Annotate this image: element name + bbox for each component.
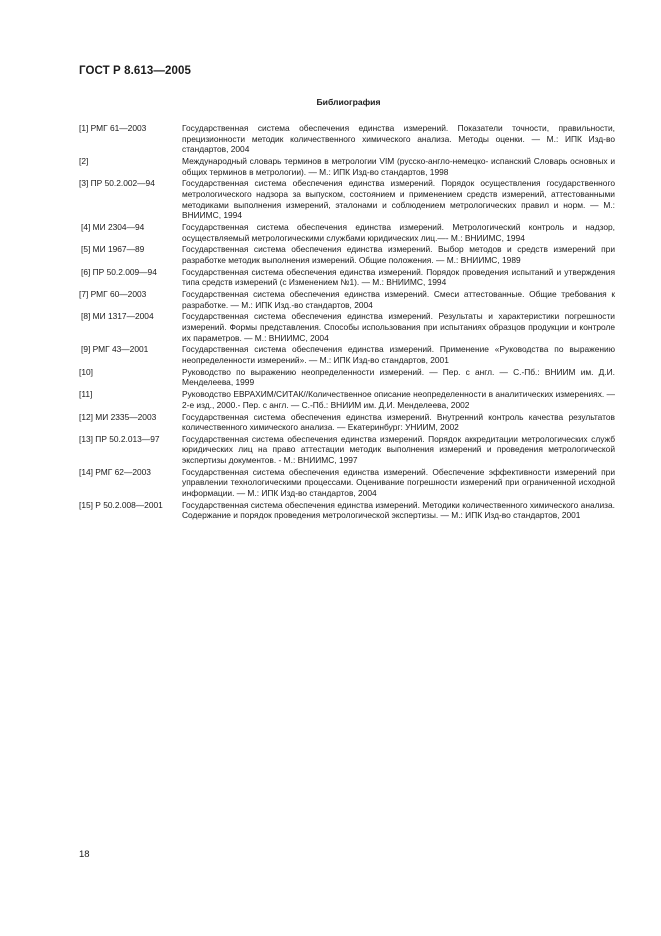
bibliography-ref: [4] МИ 2304—94 [81, 221, 145, 232]
bibliography-text: Государственная система обеспечения единства измерений. Выбор методов и средств измерений при разработке методик выполнения измерений. Общие положения. — М.: ВНИИМС, 1989 [182, 244, 615, 265]
bibliography-ref: [12] МИ 2335—2003 [79, 411, 157, 422]
bibliography-entry [79, 467, 615, 499]
bibliography-text: Государственная система обеспечения единства измерений. Применение «Руководства по выражению неопределенности измерений». — М.: ИПК Изд-во стандартов, 2001 [182, 344, 615, 365]
bibliography-text: Международный словарь терминов в метрологии VIM (русско-англо-немецко- испанский Словарь основных и общих терминов в метрологии). — М.: ИПК Изд-во стандартов, 1998 [182, 155, 615, 177]
bibliography-entry [79, 344, 615, 365]
bibliography-text: Государственная система обеспечения единства измерений. Показатели точности, правильности, прецизионности методик количественного химического анализа. Методы оценки. — М.: ИПК Изд-во стандартов, 2004 [182, 123, 615, 155]
bibliography-entry [79, 500, 615, 521]
bibliography-entry [79, 222, 615, 243]
bibliography-title: Библиография [316, 97, 381, 107]
bibliography-text: Руководство ЕВРАХИМ/СИТАК//Количественное описание неопределенности в аналитических измерениях. — 2-е изд., 2000.- Пер. с англ. — С.-Пб.: ВНИИМ им. Д.И. Менделеева, 2002 [182, 389, 615, 410]
bibliography-text: Государственная система обеспечения единства измерений. Порядок проведения испытаний и утверждения типа средств измерений (с Изменением №1). — М.: ВНИИМС, 1994 [182, 266, 615, 288]
bibliography-text: Государственная система обеспечения единства измерений. Методики количественного химического анализа. Содержание и порядок проведения метрологической экспертизы. — М.: ИПК Изд-во стандартов, 2001 [182, 499, 615, 521]
document-code-header: ГОСТ Р 8.613—2005 [79, 65, 191, 77]
bibliography-entry [79, 311, 615, 343]
bibliography-text: Государственная система обеспечения единства измерений. Обеспечение эффективности измерений при управлении технологическими процессами. Оценивание погрешности измерений при ограниченной исходной информации. — М.: ИПК Изд-во стандартов, 2004 [182, 466, 615, 499]
bibliography-text: Государственная система обеспечения единства измерений. Порядок осуществления государственного метрологического надзора за выпуском, состоянием и применением средств измерений, аттестованными методиками выполнения измерений, эталонами и соблюдением метрологических правил и норм. — М.: ВНИИМС, 1994 [182, 178, 615, 221]
bibliography-entry [79, 434, 615, 466]
bibliography-text: Государственная система обеспечения единства измерений. Метрологический контроль и надзор, осуществляемый метрологическими службами юридических лиц.—- М.: ВНИИМС, 1994 [182, 221, 615, 243]
bibliography-text: Государственная система обеспечения единства измерений. Внутренний контроль качества результатов количественного химического анализа. — Екатеринбург: УНИИМ, 2002 [182, 411, 615, 433]
bibliography-ref: [2] [79, 155, 89, 166]
bibliography-entry [79, 244, 615, 265]
bibliography-entry [79, 267, 615, 288]
bibliography-ref: [7] РМГ 60—2003 [79, 289, 147, 300]
bibliography-ref: [14] РМГ 62—2003 [79, 466, 151, 477]
bibliography-ref: [9] РМГ 43—2001 [81, 344, 149, 355]
bibliography-ref: [3] ПР 50.2.002—94 [79, 178, 155, 189]
bibliography-ref: [11] [79, 389, 93, 400]
bibliography-ref: [10] [79, 366, 93, 377]
bibliography-entry [79, 412, 615, 433]
bibliography-entry [79, 389, 615, 410]
bibliography-text: Государственная система обеспечения единства измерений. Результаты и характеристики погрешности измерений. Формы представления. Способы использования при испытаниях образцов продукции и контроле их параметров. — М.: ВНИИМС, 2004 [182, 311, 615, 343]
bibliography-ref: [13] ПР 50.2.013—97 [79, 433, 160, 444]
bibliography-ref: [1] РМГ 61—2003 [79, 123, 147, 133]
bibliography-entry [79, 156, 615, 177]
page-number: 18 [79, 849, 90, 860]
bibliography-ref: [8] МИ 1317—2004 [81, 311, 154, 322]
bibliography-text: Государственная система обеспечения единства измерений. Смеси аттестованные. Общие требования к разработке. — М.: ИПК Изд.-во стандартов, 2004 [182, 289, 615, 310]
bibliography-entry [79, 289, 615, 310]
bibliography-entry [79, 367, 615, 388]
bibliography-entry [79, 178, 615, 220]
bibliography-entry [79, 123, 615, 155]
bibliography-text: Руководство по выражению неопределенности измерений. — Пер. с англ. — С.-Пб.: ВНИИМ им. Д.И. Менделеева, 1999 [182, 366, 615, 388]
bibliography-ref: [5] МИ 1967—89 [81, 244, 145, 255]
bibliography-list [79, 123, 615, 522]
bibliography-ref: [15] Р 50.2.008—2001 [79, 499, 163, 510]
bibliography-text: Государственная система обеспечения единства измерений. Порядок аккредитации метрологических служб юридических лиц на право аттестации методик выполнения измерений и проведения метрологической экспертизы документов. - М.: ВНИИМС, 1997 [182, 433, 615, 466]
bibliography-ref: [6] ПР 50.2.009—94 [81, 266, 157, 277]
